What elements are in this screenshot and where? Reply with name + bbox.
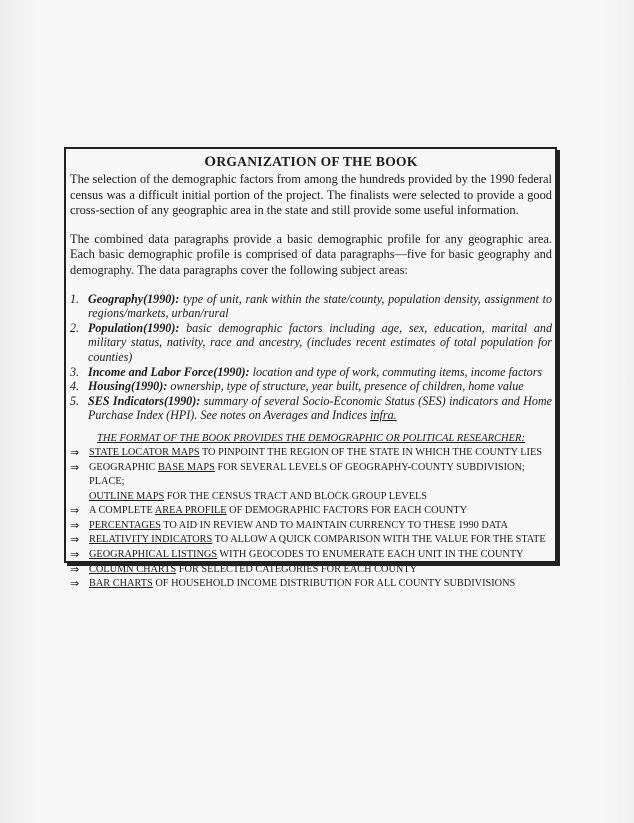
feature-text xyxy=(89,461,552,490)
item-number: 2. xyxy=(70,320,80,335)
paragraph-profile: The combined data paragraphs provide a basic demographic profile for any geographic area. Each basic demographic profile is comprised of data paragraphs—five for basic geography and demography. The data paragraphs cover the following subject areas: xyxy=(70,231,552,277)
feature-rest: FOR SEVERAL LEVELS OF GEOGRAPHY-COUNTY SUBDIVISION; PLACE; xyxy=(89,461,525,488)
arrow-icon: ⇒ xyxy=(70,504,80,518)
arrow-icon: ⇒ xyxy=(70,577,80,591)
feature-key-term: STATE LOCATOR MAPS xyxy=(89,446,200,458)
feature-item xyxy=(70,577,552,592)
feature-prefix: GEOGRAPHIC xyxy=(89,461,158,473)
feature-rest: TO AID IN REVIEW AND TO MAINTAIN CURRENCY TO THESE 1990 DATA xyxy=(160,519,508,531)
arrow-icon: ⇒ xyxy=(70,562,80,576)
item-text: summary of several Socio-Economic Status (SES) indicators and Home Purchase Index (HPI). See notes on Averages and Indices xyxy=(88,393,552,423)
feature-text xyxy=(89,577,552,592)
feature-text xyxy=(89,533,552,548)
item-heading: SES Indicators(1990): xyxy=(88,393,201,408)
item-heading: Population(1990): xyxy=(88,320,180,335)
subject-areas-list xyxy=(70,292,552,423)
item-number: 1. xyxy=(70,291,80,306)
item-body xyxy=(88,394,552,423)
subject-area-item xyxy=(70,321,552,365)
feature-text xyxy=(89,519,552,534)
feature-rest: TO ALLOW A QUICK COMPARISON WITH THE VALUE FOR THE STATE xyxy=(212,534,546,546)
item-body xyxy=(88,292,552,321)
feature-item xyxy=(70,533,552,548)
subject-area-item xyxy=(70,379,552,394)
feature-item xyxy=(70,519,552,534)
feature-text xyxy=(89,446,552,461)
arrow-icon: ⇒ xyxy=(70,460,80,474)
item-heading: Housing(1990): xyxy=(88,379,168,394)
box-title: ORGANIZATION OF THE BOOK xyxy=(204,154,418,170)
feature-text xyxy=(89,548,552,563)
organization-box xyxy=(64,147,557,591)
subject-area-item xyxy=(70,394,552,423)
feature-item xyxy=(70,548,552,563)
paragraph-selection: The selection of the demographic factors from among the hundreds provided by the 1990 federal census was a difficult initial portion of the project. The finalists were selected to provide a good cross-section of any geographic area in the state and still provide some useful information. xyxy=(70,172,552,218)
feature-item xyxy=(70,446,552,461)
item-number: 5. xyxy=(70,393,80,408)
feature-item xyxy=(70,490,552,505)
feature-rest: FOR THE CENSUS TRACT AND BLOCK GROUP LEVELS xyxy=(164,490,428,502)
feature-key-term: AREA PROFILE xyxy=(154,505,227,517)
feature-rest: WITH GEOCODES TO ENUMERATE EACH UNIT IN THE COUNTY xyxy=(217,549,524,561)
item-number: 3. xyxy=(70,364,80,379)
item-number: 4. xyxy=(70,379,80,394)
feature-key-term: COLUMN CHARTS xyxy=(89,563,177,575)
feature-rest: TO PINPOINT THE REGION OF THE STATE IN WHICH THE COUNTY LIES xyxy=(199,446,542,458)
feature-rest: OF DEMOGRAPHIC FACTORS FOR EACH COUNTY xyxy=(226,505,468,517)
feature-key-term: PERCENTAGES xyxy=(89,519,161,531)
feature-text xyxy=(89,504,552,519)
feature-item xyxy=(70,563,552,578)
feature-key-term: GEOGRAPHICAL LISTINGS xyxy=(89,549,218,561)
item-body xyxy=(88,321,552,365)
item-heading: Geography(1990): xyxy=(88,291,180,306)
arrow-icon xyxy=(70,490,89,505)
feature-rest: OF HOUSEHOLD INCOME DISTRIBUTION FOR ALL COUNTY SUBDIVISIONS xyxy=(152,578,516,590)
item-text: type of unit, rank within the state/county, population density, assignment to regions/markets, urban/rural xyxy=(88,291,552,321)
feature-rest: FOR SELECTED CATEGORIES FOR EACH COUNTY xyxy=(176,563,418,575)
arrow-icon: ⇒ xyxy=(70,445,80,459)
feature-item xyxy=(70,504,552,519)
item-heading: Income and Labor Force(1990): xyxy=(88,364,250,379)
subject-area-item xyxy=(70,292,552,321)
item-body xyxy=(88,379,552,394)
item-text: location and type of work, commuting items, income factors xyxy=(249,364,543,379)
features-list xyxy=(70,446,552,592)
item-text: basic demographic factors including age, sex, education, marital and military status, nativity, race and ancestry, (includes recent estimates of total population for counties) xyxy=(88,320,552,364)
feature-prefix: A COMPLETE xyxy=(89,505,155,517)
feature-key-term: OUTLINE MAPS xyxy=(89,490,165,502)
feature-key-term: BASE MAPS xyxy=(157,461,215,473)
item-text: ownership, type of structure, year built, presence of children, home value xyxy=(167,379,524,394)
item-body xyxy=(88,365,552,380)
feature-key-term: RELATIVITY INDICATORS xyxy=(89,534,213,546)
feature-text xyxy=(89,563,552,578)
feature-item xyxy=(70,461,552,490)
format-heading: THE FORMAT OF THE BOOK PROVIDES THE DEMOGRAPHIC OR POLITICAL RESEARCHER: xyxy=(97,432,525,444)
feature-key-term: BAR CHARTS xyxy=(89,578,153,590)
arrow-icon: ⇒ xyxy=(70,548,80,562)
feature-text xyxy=(89,490,552,505)
arrow-icon: ⇒ xyxy=(70,518,80,532)
subject-area-item xyxy=(70,365,552,380)
infra-link[interactable]: infra. xyxy=(370,408,397,423)
arrow-icon: ⇒ xyxy=(70,533,80,547)
